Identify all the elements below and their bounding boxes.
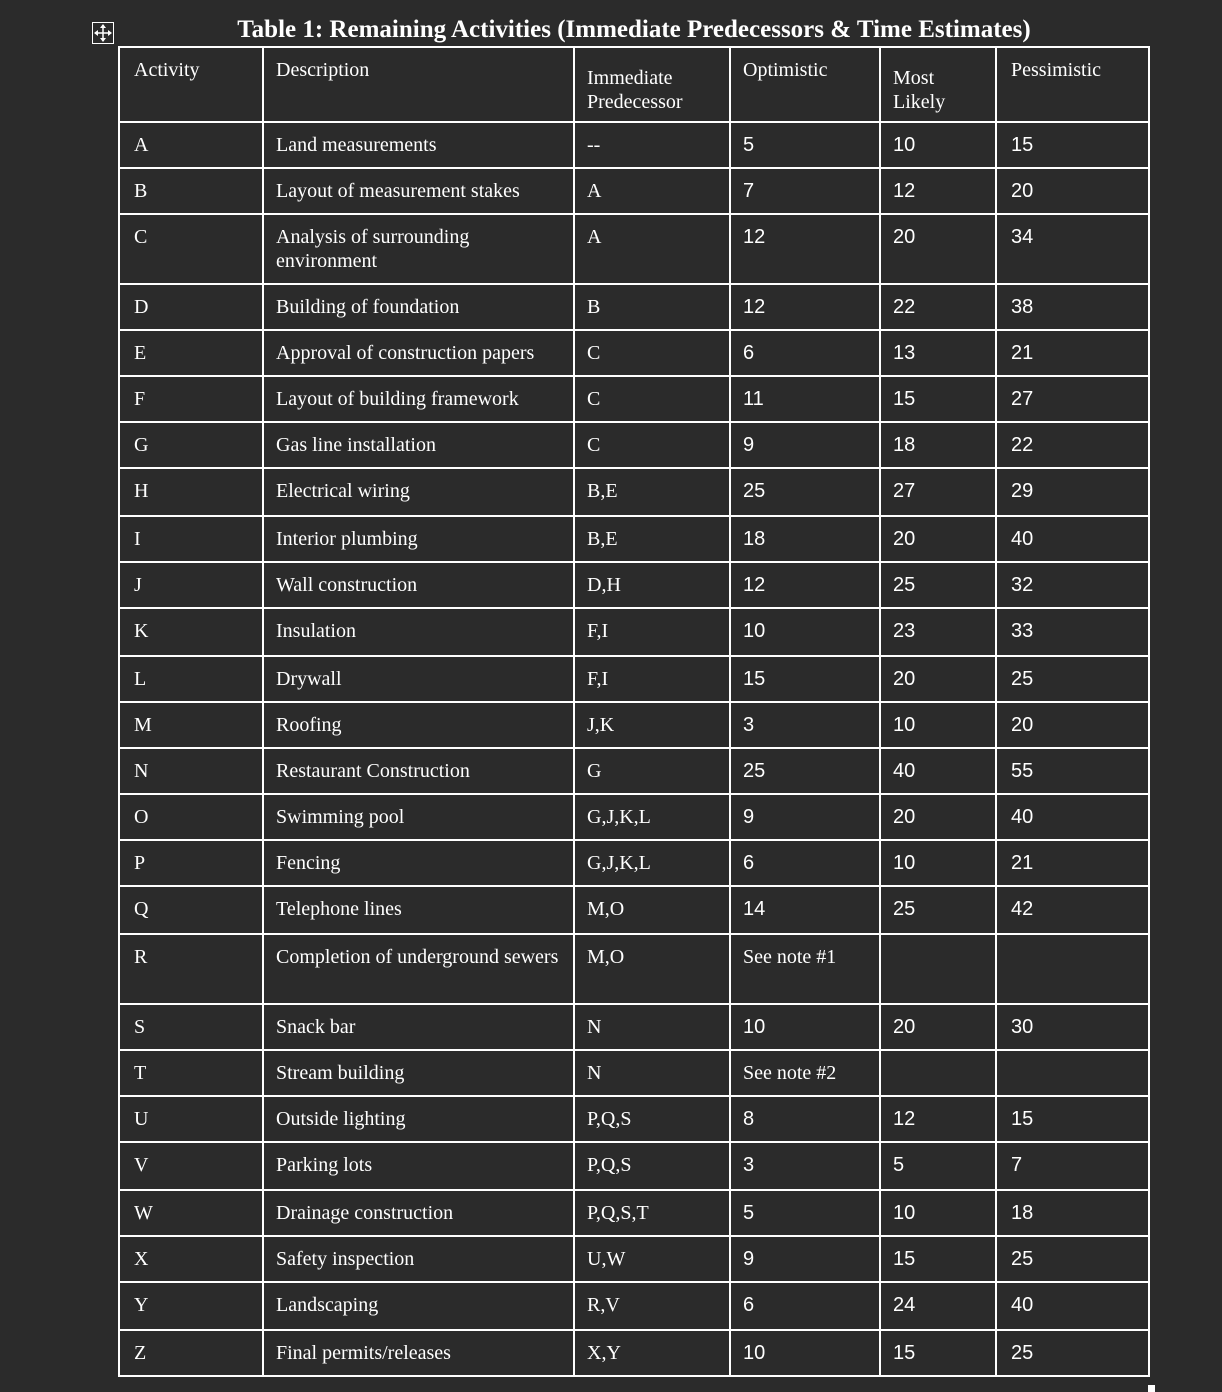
cell-description: Outside lighting [263, 1096, 574, 1142]
cell-activity: N [119, 748, 263, 794]
cell-description: Building of foundation [263, 284, 574, 330]
cell-description: Layout of measurement stakes [263, 168, 574, 214]
cell-description: Land measurements [263, 122, 574, 168]
cell-pessimistic: 20 [996, 702, 1149, 748]
cell-predecessor: G,J,K,L [574, 840, 730, 886]
table-row [119, 562, 1149, 608]
cell-optimistic: 5 [730, 122, 880, 168]
cell-predecessor: D,H [574, 562, 730, 608]
cell-optimistic: 9 [730, 1236, 880, 1282]
cell-predecessor: A [574, 168, 730, 214]
cell-pessimistic: 40 [996, 516, 1149, 562]
cell-pessimistic: 22 [996, 422, 1149, 468]
cell-optimistic: 12 [730, 214, 880, 284]
cell-predecessor: B,E [574, 516, 730, 562]
cell-most-likely: 23 [880, 608, 996, 656]
cell-pessimistic: 32 [996, 562, 1149, 608]
cell-pessimistic: 15 [996, 1096, 1149, 1142]
cell-description: Parking lots [263, 1142, 574, 1190]
cell-predecessor: C [574, 422, 730, 468]
cell-activity: D [119, 284, 263, 330]
cell-predecessor: B,E [574, 468, 730, 516]
activities-table [118, 46, 1150, 1377]
table-row [119, 934, 1149, 1004]
cell-predecessor: U,W [574, 1236, 730, 1282]
cell-description: Gas line installation [263, 422, 574, 468]
cell-pessimistic: 42 [996, 886, 1149, 934]
cell-optimistic: 9 [730, 422, 880, 468]
table-row [119, 468, 1149, 516]
cell-optimistic: 6 [730, 330, 880, 376]
cell-predecessor: C [574, 330, 730, 376]
cell-optimistic: 9 [730, 794, 880, 840]
cell-activity: B [119, 168, 263, 214]
cell-activity: U [119, 1096, 263, 1142]
cell-pessimistic: 25 [996, 1236, 1149, 1282]
cell-description: Completion of underground sewers [263, 934, 574, 1004]
cell-optimistic: 10 [730, 608, 880, 656]
cell-most-likely: 40 [880, 748, 996, 794]
cell-predecessor: -- [574, 122, 730, 168]
cell-most-likely: 12 [880, 168, 996, 214]
cell-description: Snack bar [263, 1004, 574, 1050]
cell-description: Insulation [263, 608, 574, 656]
cell-predecessor: F,I [574, 656, 730, 702]
table-row [119, 1004, 1149, 1050]
cell-description: Fencing [263, 840, 574, 886]
header-description: Description [263, 47, 574, 122]
cell-activity: V [119, 1142, 263, 1190]
cell-optimistic: 15 [730, 656, 880, 702]
cell-activity: T [119, 1050, 263, 1096]
cell-description: Drainage construction [263, 1190, 574, 1236]
cell-optimistic: 18 [730, 516, 880, 562]
cell-most-likely [880, 1050, 996, 1096]
cell-optimistic: 10 [730, 1004, 880, 1050]
cell-predecessor: F,I [574, 608, 730, 656]
cell-description: Restaurant Construction [263, 748, 574, 794]
cell-description: Telephone lines [263, 886, 574, 934]
table-row [119, 1282, 1149, 1330]
header-most-likely-line2: Likely [893, 91, 946, 113]
cell-most-likely: 15 [880, 1236, 996, 1282]
cell-predecessor: P,Q,S,T [574, 1190, 730, 1236]
cell-activity: P [119, 840, 263, 886]
cell-predecessor: M,O [574, 886, 730, 934]
cell-most-likely: 13 [880, 330, 996, 376]
cell-predecessor: C [574, 376, 730, 422]
cell-activity: X [119, 1236, 263, 1282]
move-handle-icon [93, 23, 113, 43]
cell-most-likely: 15 [880, 376, 996, 422]
cell-description: Interior plumbing [263, 516, 574, 562]
cell-pessimistic: 20 [996, 168, 1149, 214]
cell-pessimistic: 27 [996, 376, 1149, 422]
table-row [119, 1096, 1149, 1142]
table-body [119, 122, 1149, 1376]
cell-activity: I [119, 516, 263, 562]
cell-activity: G [119, 422, 263, 468]
cell-predecessor: B [574, 284, 730, 330]
table-move-handle[interactable] [92, 22, 114, 44]
cell-most-likely: 12 [880, 1096, 996, 1142]
cell-pessimistic: 34 [996, 214, 1149, 284]
cell-most-likely: 10 [880, 122, 996, 168]
cell-pessimistic: 38 [996, 284, 1149, 330]
cell-predecessor: X,Y [574, 1330, 730, 1376]
table-row [119, 516, 1149, 562]
cell-pessimistic: 29 [996, 468, 1149, 516]
header-optimistic: Optimistic [730, 47, 880, 122]
cell-activity: H [119, 468, 263, 516]
cell-activity: Y [119, 1282, 263, 1330]
header-row [119, 47, 1149, 122]
cell-most-likely: 24 [880, 1282, 996, 1330]
cell-most-likely: 27 [880, 468, 996, 516]
header-predecessor-line1: Immediate [587, 67, 673, 89]
cell-pessimistic [996, 934, 1149, 1004]
cell-description: Electrical wiring [263, 468, 574, 516]
cell-optimistic: 11 [730, 376, 880, 422]
cell-description: Approval of construction papers [263, 330, 574, 376]
cell-activity: K [119, 608, 263, 656]
cell-optimistic: 5 [730, 1190, 880, 1236]
cell-optimistic: 3 [730, 1142, 880, 1190]
cell-pessimistic: 18 [996, 1190, 1149, 1236]
cell-most-likely [880, 934, 996, 1004]
cell-description: Drywall [263, 656, 574, 702]
cell-activity: J [119, 562, 263, 608]
cell-optimistic: 6 [730, 1282, 880, 1330]
cell-description: Safety inspection [263, 1236, 574, 1282]
cell-activity: W [119, 1190, 263, 1236]
cell-description: Swimming pool [263, 794, 574, 840]
cell-optimistic: See note #2 [730, 1050, 880, 1096]
cell-pessimistic: 15 [996, 122, 1149, 168]
table-row [119, 1050, 1149, 1096]
table-row [119, 1236, 1149, 1282]
cell-optimistic: 12 [730, 284, 880, 330]
cell-pessimistic: 40 [996, 1282, 1149, 1330]
header-most-likely [880, 47, 996, 122]
table-row [119, 702, 1149, 748]
cell-description: Analysis of surrounding environment [263, 214, 574, 284]
cell-activity: S [119, 1004, 263, 1050]
table-row [119, 422, 1149, 468]
cell-activity: Z [119, 1330, 263, 1376]
cell-predecessor: P,Q,S [574, 1142, 730, 1190]
table-row [119, 840, 1149, 886]
cell-predecessor: J,K [574, 702, 730, 748]
cell-description: Final permits/releases [263, 1330, 574, 1376]
header-most-likely-line1: Most [893, 67, 935, 89]
header-pessimistic: Pessimistic [996, 47, 1149, 122]
table-row [119, 168, 1149, 214]
text-cursor [1148, 1385, 1155, 1392]
cell-activity: F [119, 376, 263, 422]
table-row [119, 886, 1149, 934]
cell-activity: E [119, 330, 263, 376]
header-predecessor-line2: Predecessor [587, 91, 683, 113]
cell-optimistic: 6 [730, 840, 880, 886]
cell-activity: Q [119, 886, 263, 934]
cell-description: Layout of building framework [263, 376, 574, 422]
cell-activity: L [119, 656, 263, 702]
cell-optimistic: 10 [730, 1330, 880, 1376]
cell-most-likely: 25 [880, 562, 996, 608]
cell-activity: R [119, 934, 263, 1004]
cell-predecessor: N [574, 1050, 730, 1096]
table-title: Table 1: Remaining Activities (Immediate Predecessors & Time Estimates) [237, 16, 1031, 43]
table-row [119, 376, 1149, 422]
cell-most-likely: 10 [880, 840, 996, 886]
header-predecessor [574, 47, 730, 122]
cell-pessimistic: 40 [996, 794, 1149, 840]
cell-most-likely: 22 [880, 284, 996, 330]
cell-pessimistic [996, 1050, 1149, 1096]
cell-predecessor: N [574, 1004, 730, 1050]
cell-most-likely: 20 [880, 1004, 996, 1050]
table-row [119, 1142, 1149, 1190]
cell-predecessor: R,V [574, 1282, 730, 1330]
cell-pessimistic: 21 [996, 330, 1149, 376]
table-row [119, 794, 1149, 840]
cell-description: Landscaping [263, 1282, 574, 1330]
cell-most-likely: 20 [880, 214, 996, 284]
table-row [119, 748, 1149, 794]
cell-most-likely: 20 [880, 516, 996, 562]
table-row [119, 284, 1149, 330]
cell-most-likely: 25 [880, 886, 996, 934]
cell-predecessor: G,J,K,L [574, 794, 730, 840]
cell-optimistic: 25 [730, 468, 880, 516]
cell-most-likely: 15 [880, 1330, 996, 1376]
table-row [119, 608, 1149, 656]
cell-optimistic: 8 [730, 1096, 880, 1142]
cell-optimistic: 25 [730, 748, 880, 794]
cell-most-likely: 20 [880, 794, 996, 840]
cell-most-likely: 10 [880, 702, 996, 748]
table-row [119, 656, 1149, 702]
cell-description: Wall construction [263, 562, 574, 608]
cell-most-likely: 5 [880, 1142, 996, 1190]
cell-activity: M [119, 702, 263, 748]
cell-optimistic: 7 [730, 168, 880, 214]
cell-optimistic: See note #1 [730, 934, 880, 1004]
cell-optimistic: 14 [730, 886, 880, 934]
table-row [119, 1190, 1149, 1236]
cell-pessimistic: 33 [996, 608, 1149, 656]
cell-most-likely: 10 [880, 1190, 996, 1236]
cell-pessimistic: 25 [996, 656, 1149, 702]
cell-description: Roofing [263, 702, 574, 748]
table-row [119, 330, 1149, 376]
cell-pessimistic: 30 [996, 1004, 1149, 1050]
cell-description: Stream building [263, 1050, 574, 1096]
table-row [119, 122, 1149, 168]
cell-activity: A [119, 122, 263, 168]
cell-predecessor: P,Q,S [574, 1096, 730, 1142]
cell-pessimistic: 55 [996, 748, 1149, 794]
cell-pessimistic: 25 [996, 1330, 1149, 1376]
table-row [119, 1330, 1149, 1376]
cell-pessimistic: 7 [996, 1142, 1149, 1190]
cell-most-likely: 20 [880, 656, 996, 702]
cell-pessimistic: 21 [996, 840, 1149, 886]
cell-optimistic: 3 [730, 702, 880, 748]
cell-optimistic: 12 [730, 562, 880, 608]
table-row [119, 214, 1149, 284]
cell-predecessor: A [574, 214, 730, 284]
cell-predecessor: M,O [574, 934, 730, 1004]
header-activity: Activity [119, 47, 263, 122]
cell-activity: C [119, 214, 263, 284]
cell-activity: O [119, 794, 263, 840]
cell-most-likely: 18 [880, 422, 996, 468]
cell-predecessor: G [574, 748, 730, 794]
